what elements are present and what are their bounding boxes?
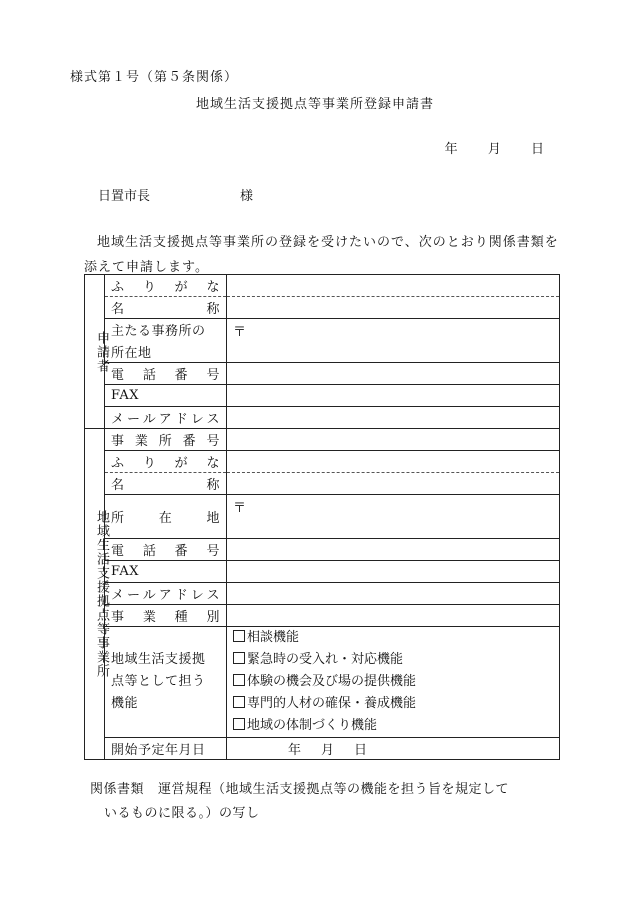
table-row	[85, 473, 560, 495]
table-row	[85, 275, 560, 297]
applicant-phone-field[interactable]	[227, 363, 560, 385]
applicant-furigana-label: ふりがな	[105, 275, 227, 297]
start-day-label: 日	[354, 743, 368, 758]
functions-label-line3: 機能	[111, 696, 139, 711]
addressee-name: 日置市長	[98, 189, 151, 204]
postal-mark: 〒	[233, 325, 247, 340]
applicant-section-label: 申請者	[85, 275, 105, 429]
function-option[interactable]: 相談機能	[233, 627, 553, 649]
applicant-fax-label: FAX	[105, 385, 227, 407]
applicant-office-label-line1: 主たる事務所の	[105, 319, 227, 341]
table-row	[85, 385, 560, 407]
addressee	[98, 185, 253, 204]
facility-name-label: 名称	[105, 473, 227, 495]
date-year-label: 年	[444, 142, 458, 157]
checkbox[interactable]	[233, 696, 245, 708]
table-row	[85, 451, 560, 473]
applicant-phone-label: 電話番号	[105, 363, 227, 385]
facility-email-label: メールアドレス	[105, 583, 227, 605]
facility-functions-label	[105, 627, 227, 738]
table-row	[85, 319, 560, 341]
facility-office-number-field[interactable]	[227, 429, 560, 451]
table-row	[85, 407, 560, 429]
function-option[interactable]: 体験の機会及び場の提供機能	[233, 671, 553, 693]
facility-address-label: 所在地	[105, 495, 227, 539]
checkbox[interactable]	[233, 630, 245, 642]
applicant-furigana-field[interactable]	[227, 275, 560, 297]
form-number: 様式第１号（第５条関係）	[70, 70, 239, 85]
facility-fax-field[interactable]	[227, 561, 560, 583]
attached-documents	[90, 778, 560, 826]
addressee-honorific: 様	[240, 189, 254, 204]
facility-furigana-field[interactable]	[227, 451, 560, 473]
document-title: 地域生活支援拠点等事業所登録申請書	[195, 97, 434, 112]
applicant-office-field[interactable]	[227, 319, 560, 363]
facility-email-field[interactable]	[227, 583, 560, 605]
table-row	[85, 297, 560, 319]
function-option[interactable]: 地域の体制づくり機能	[233, 715, 553, 737]
function-option[interactable]: 緊急時の受入れ・対応機能	[233, 649, 553, 671]
applicant-name-field[interactable]	[227, 297, 560, 319]
table-row	[85, 583, 560, 605]
function-option[interactable]: 専門的人材の確保・養成機能	[233, 693, 553, 715]
functions-label-line2: 点等として担う	[111, 674, 206, 689]
table-row	[85, 363, 560, 385]
facility-phone-field[interactable]	[227, 539, 560, 561]
start-month-label: 月	[321, 743, 335, 758]
table-row	[85, 561, 560, 583]
docs-line2: いるものに限る。）の写し	[104, 806, 260, 821]
applicant-office-label-line2: 所在地	[105, 340, 227, 363]
intro-text: 地域生活支援拠点等事業所の登録を受けたいので、次のとおり関係書類を添えて申請します。	[84, 235, 559, 275]
facility-section-label: 地域生活支援拠点等事業所	[85, 429, 105, 760]
facility-address-field[interactable]	[227, 495, 560, 539]
facility-business-type-field[interactable]	[227, 605, 560, 627]
facility-name-field[interactable]	[227, 473, 560, 495]
postal-mark: 〒	[233, 501, 247, 516]
table-row	[85, 627, 560, 738]
facility-office-number-label: 事業所番号	[105, 429, 227, 451]
docs-line1: 運営規程（地域生活支援拠点等の機能を担う旨を規定して	[158, 782, 510, 797]
checkbox[interactable]	[233, 652, 245, 664]
facility-start-date-label: 開始予定年月日	[105, 738, 227, 760]
date-line	[431, 138, 544, 157]
date-month-label: 月	[487, 142, 501, 157]
facility-business-type-label: 事業種別	[105, 605, 227, 627]
facility-fax-label: FAX	[105, 561, 227, 583]
checkbox[interactable]	[233, 674, 245, 686]
start-year-label: 年	[288, 743, 302, 758]
table-row	[85, 738, 560, 760]
docs-label: 関係書類	[90, 782, 145, 797]
facility-start-date-field[interactable]	[227, 738, 560, 760]
facility-phone-label: 電話番号	[105, 539, 227, 561]
functions-label-line1: 地域生活支援拠	[111, 652, 206, 667]
facility-functions-checklist	[227, 627, 560, 738]
checkbox[interactable]	[233, 718, 245, 730]
applicant-email-field[interactable]	[227, 407, 560, 429]
table-row	[85, 495, 560, 539]
date-day-label: 日	[530, 142, 544, 157]
applicant-fax-field[interactable]	[227, 385, 560, 407]
table-row	[85, 429, 560, 451]
table-row	[85, 605, 560, 627]
application-table	[84, 274, 560, 760]
applicant-email-label: メールアドレス	[105, 407, 227, 429]
facility-furigana-label: ふりがな	[105, 451, 227, 473]
applicant-name-label: 名称	[105, 297, 227, 319]
table-row	[85, 539, 560, 561]
